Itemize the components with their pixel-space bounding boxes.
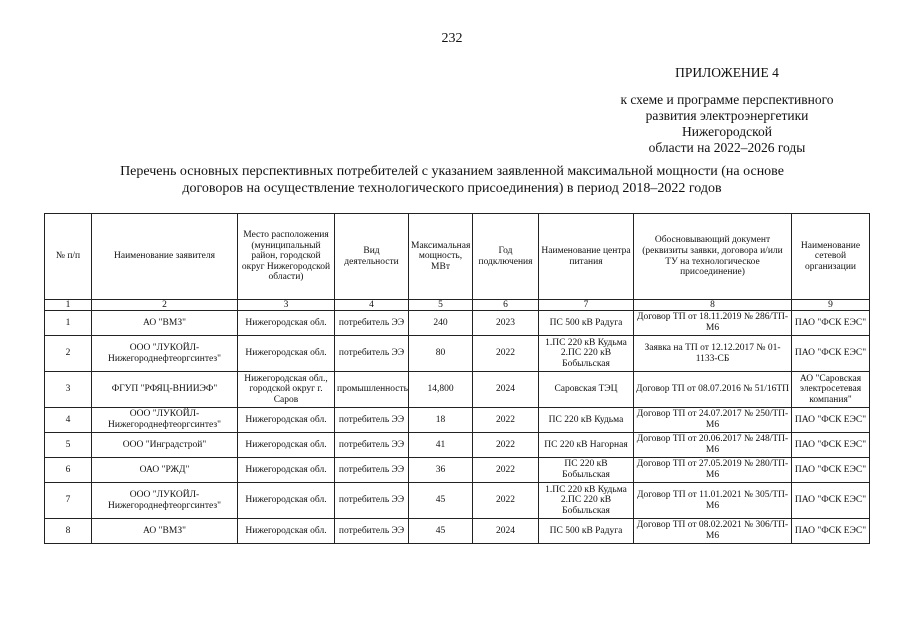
- table-cell: 240: [409, 311, 473, 336]
- appendix-subtitle-line: области на 2022–2026 годы: [648, 140, 806, 155]
- column-number: 9: [792, 300, 870, 311]
- table-cell: 2022: [473, 433, 539, 458]
- table-cell: ПАО "ФСК ЕЭС": [792, 311, 870, 336]
- table-row: [45, 519, 870, 544]
- table-cell: 80: [409, 336, 473, 372]
- column-header: Наименование сетевой организации: [792, 214, 870, 300]
- table-cell: ПАО "ФСК ЕЭС": [792, 483, 870, 519]
- table-cell: ПАО "ФСК ЕЭС": [792, 336, 870, 372]
- table-cell: 4: [45, 408, 92, 433]
- table-cell: ООО "ЛУКОЙЛ-Нижегороднефтеоргсинтез": [92, 483, 238, 519]
- appendix-block: [600, 65, 854, 156]
- column-numbers-row: [45, 300, 870, 311]
- table-row: [45, 408, 870, 433]
- table-cell: Договор ТП от 20.06.2017 № 248/ТП-М6: [634, 433, 792, 458]
- table-cell: Нижегородская обл., городской округ г. Саров: [238, 372, 335, 408]
- table-cell: 14,800: [409, 372, 473, 408]
- table-cell: 2024: [473, 519, 539, 544]
- table-cell: ПАО "ФСК ЕЭС": [792, 433, 870, 458]
- table-cell: 2023: [473, 311, 539, 336]
- table-cell: Договор ТП от 27.05.2019 № 280/ТП-М6: [634, 458, 792, 483]
- table-cell: ПС 500 кВ Радуга: [539, 311, 634, 336]
- column-header: Вид деятельности: [335, 214, 409, 300]
- table-cell: АО "ВМЗ": [92, 519, 238, 544]
- table-row: [45, 336, 870, 372]
- table-cell: Договор ТП от 18.11.2019 № 286/ТП-М6: [634, 311, 792, 336]
- appendix-title: ПРИЛОЖЕНИЕ 4: [675, 65, 779, 80]
- table-cell: ПС 500 кВ Радуга: [539, 519, 634, 544]
- table-cell: 2022: [473, 458, 539, 483]
- table-cell: ООО "Инградстрой": [92, 433, 238, 458]
- page-number: 232: [441, 31, 463, 46]
- table-cell: 45: [409, 519, 473, 544]
- table-cell: потребитель ЭЭ: [335, 336, 409, 372]
- table-cell: 2022: [473, 408, 539, 433]
- table-cell: Нижегородская обл.: [238, 433, 335, 458]
- column-number: 2: [92, 300, 238, 311]
- table-cell: 1.ПС 220 кВ Кудьма 2.ПС 220 кВ Бобыльская: [539, 483, 634, 519]
- table-row: [45, 433, 870, 458]
- table-cell: 2022: [473, 336, 539, 372]
- column-header: Наименование заявителя: [92, 214, 238, 300]
- table-cell: Заявка на ТП от 12.12.2017 № 01-1133-СБ: [634, 336, 792, 372]
- table-cell: АО "Саровская электросетевая компания": [792, 372, 870, 408]
- table-cell: ПАО "ФСК ЕЭС": [792, 408, 870, 433]
- table-cell: 45: [409, 483, 473, 519]
- column-number: 6: [473, 300, 539, 311]
- table-cell: промышленность: [335, 372, 409, 408]
- table-cell: 7: [45, 483, 92, 519]
- appendix-subtitle: [600, 92, 854, 156]
- table-cell: Нижегородская обл.: [238, 408, 335, 433]
- table-row: [45, 372, 870, 408]
- table-cell: 41: [409, 433, 473, 458]
- column-number: 3: [238, 300, 335, 311]
- table-cell: 1: [45, 311, 92, 336]
- table-cell: потребитель ЭЭ: [335, 458, 409, 483]
- table-cell: ПС 220 кВ Бобыльская: [539, 458, 634, 483]
- table-cell: Договор ТП от 24.07.2017 № 250/ТП-М6: [634, 408, 792, 433]
- table-cell: ПАО "ФСК ЕЭС": [792, 458, 870, 483]
- table-cell: 2022: [473, 483, 539, 519]
- table-cell: 8: [45, 519, 92, 544]
- table-cell: Нижегородская обл.: [238, 483, 335, 519]
- table-cell: 3: [45, 372, 92, 408]
- table-cell: ООО "ЛУКОЙЛ-Нижегороднефтеоргсинтез": [92, 408, 238, 433]
- column-header: Год подключения: [473, 214, 539, 300]
- table-row: [45, 311, 870, 336]
- column-number: 5: [409, 300, 473, 311]
- appendix-subtitle-line: развития электроэнергетики Нижегородской: [645, 108, 809, 139]
- table-cell: ОАО "РЖД": [92, 458, 238, 483]
- column-header: Обосновывающий документ (реквизиты заявки, договора и/или ТУ на технологическое присоединение): [634, 214, 792, 300]
- table-cell: Нижегородская обл.: [238, 519, 335, 544]
- header-row: [45, 214, 870, 300]
- heading-line: Перечень основных перспективных потребителей с указанием заявленной максимальной мощности (на основе: [120, 164, 784, 179]
- table-cell: ФГУП "РФЯЦ-ВНИИЭФ": [92, 372, 238, 408]
- column-header: № п/п: [45, 214, 92, 300]
- consumers-table: [44, 213, 870, 544]
- table-cell: потребитель ЭЭ: [335, 408, 409, 433]
- table-cell: Договор ТП от 11.01.2021 № 305/ТП-М6: [634, 483, 792, 519]
- table-cell: потребитель ЭЭ: [335, 433, 409, 458]
- table-cell: потребитель ЭЭ: [335, 519, 409, 544]
- table-body: [45, 300, 870, 544]
- column-header: Место расположения (муниципальный район, городской округ Нижегородской области): [238, 214, 335, 300]
- document-heading: [60, 163, 844, 197]
- column-number: 7: [539, 300, 634, 311]
- heading-line: договоров на осуществление технологического присоединения) в период 2018–2022 годов: [182, 181, 722, 196]
- table-header: [45, 214, 870, 300]
- table-cell: АО "ВМЗ": [92, 311, 238, 336]
- table-cell: 36: [409, 458, 473, 483]
- table-cell: Нижегородская обл.: [238, 458, 335, 483]
- table-cell: ПАО "ФСК ЕЭС": [792, 519, 870, 544]
- table-cell: 18: [409, 408, 473, 433]
- column-number: 4: [335, 300, 409, 311]
- column-header: Наименование центра питания: [539, 214, 634, 300]
- column-header: Максимальная мощность, МВт: [409, 214, 473, 300]
- table-cell: 1.ПС 220 кВ Кудьма 2.ПС 220 кВ Бобыльская: [539, 336, 634, 372]
- table-cell: потребитель ЭЭ: [335, 483, 409, 519]
- table-cell: 2: [45, 336, 92, 372]
- table-cell: ПС 220 кВ Кудьма: [539, 408, 634, 433]
- table-cell: Нижегородская обл.: [238, 311, 335, 336]
- table-cell: ООО "ЛУКОЙЛ-Нижегороднефтеоргсинтез": [92, 336, 238, 372]
- table-cell: Нижегородская обл.: [238, 336, 335, 372]
- appendix-subtitle-line: к схеме и программе перспективного: [620, 92, 834, 107]
- table-cell: ПС 220 кВ Нагорная: [539, 433, 634, 458]
- table-row: [45, 483, 870, 519]
- table-cell: Договор ТП от 08.02.2021 № 306/ТП-М6: [634, 519, 792, 544]
- table-cell: 2024: [473, 372, 539, 408]
- column-number: 8: [634, 300, 792, 311]
- table-row: [45, 458, 870, 483]
- table-cell: потребитель ЭЭ: [335, 311, 409, 336]
- column-number: 1: [45, 300, 92, 311]
- table-cell: Договор ТП от 08.07.2016 № 51/16ТП: [634, 372, 792, 408]
- table-cell: 5: [45, 433, 92, 458]
- table-cell: 6: [45, 458, 92, 483]
- table-cell: Саровская ТЭЦ: [539, 372, 634, 408]
